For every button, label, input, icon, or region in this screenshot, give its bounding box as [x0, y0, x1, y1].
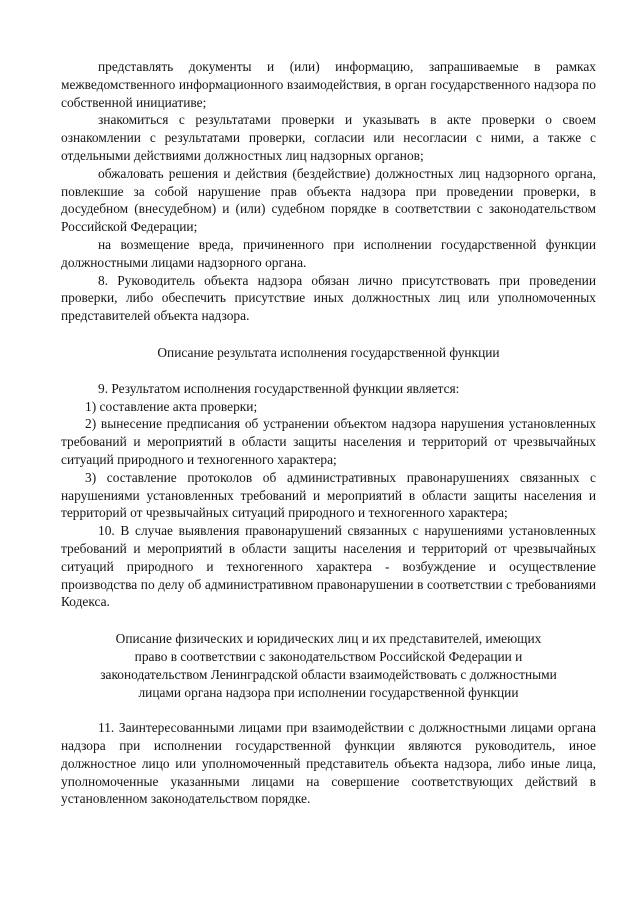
paragraph-item-9: 9. Результатом исполнения государственной функции является:	[98, 380, 460, 396]
paragraph-item-10: 10. В случае выявления правонарушений связанных с нарушениями установленных требований и мероприятий в области защиты населения и территорий от чрезвычайных ситуаций природного и техногенного характера - возбуждение и осуществление производства по делу об административном правонарушении в соответствии с требованиями Кодекса.	[61, 523, 596, 610]
paragraph-provide-documents: представлять документы и (или) информацию, запрашиваемые в рамках межведомственного информационного взаимодействия, в орган государственного надзора по собственной инициативе;	[61, 59, 596, 110]
heading-line: законодательством Ленинградской области взаимодействовать с должностными	[100, 666, 557, 682]
document-page	[61, 58, 596, 808]
heading-line: лицами органа надзора при исполнении государственной функции	[138, 684, 519, 700]
heading-line: право в соответствии с законодательством Российской Федерации и	[134, 648, 523, 664]
list-item-3: 3) составление протоколов об административных правонарушениях связанных с нарушениями установленных требований и мероприятий в области защиты населения и территорий от чрезвычайных ситуаций природного и техногенного характера;	[61, 469, 596, 521]
paragraph-damage-compensation: на возмещение вреда, причиненного при исполнении государственной функции должностными лицами надзорного органа.	[61, 236, 596, 270]
heading-line: Описание физических и юридических лиц и их представителей, имеющих	[115, 631, 542, 647]
section-heading-interested-persons	[61, 630, 596, 701]
section-heading-result: Описание результата исполнения государственной функции	[157, 344, 500, 360]
paragraph-appeal-decisions: обжаловать решения и действия (бездействие) должностных лиц надзорного органа, повлекшие за собой нарушение прав объекта надзора при проведении проверки, в досудебном (внесудебном) и (или) судебном порядке в соответствии с законодательством Российской Федерации;	[61, 165, 596, 235]
paragraph-review-results: знакомиться с результатами проверки и указывать в акте проверки о своем ознакомлении с результатами проверки, согласии или несогласии с ними, а также с отдельными действиями должностных лиц надзорных органов;	[61, 112, 596, 163]
list-item-2: 2) вынесение предписания об устранении объектом надзора нарушения установленных требований и мероприятий в области защиты населения и территорий от чрезвычайных ситуаций природного и техногенного характера;	[61, 416, 596, 467]
paragraph-item-8: 8. Руководитель объекта надзора обязан лично присутствовать при проведении проверки, либо обеспечить присутствие иных должностных лиц или уполномоченных представителей объекта надзора.	[61, 272, 596, 324]
paragraph-item-11: 11. Заинтересованными лицами при взаимодействии с должностными лицами органа надзора при исполнении государственной функции являются руководитель, иное должностное лицо или уполномоченный представитель объекта надзора, либо иные лица, уполномоченные указанными лицами на совершение соответствующих действий в установленном законодательством порядке.	[61, 720, 596, 807]
list-item-1: 1) составление акта проверки;	[85, 398, 258, 414]
